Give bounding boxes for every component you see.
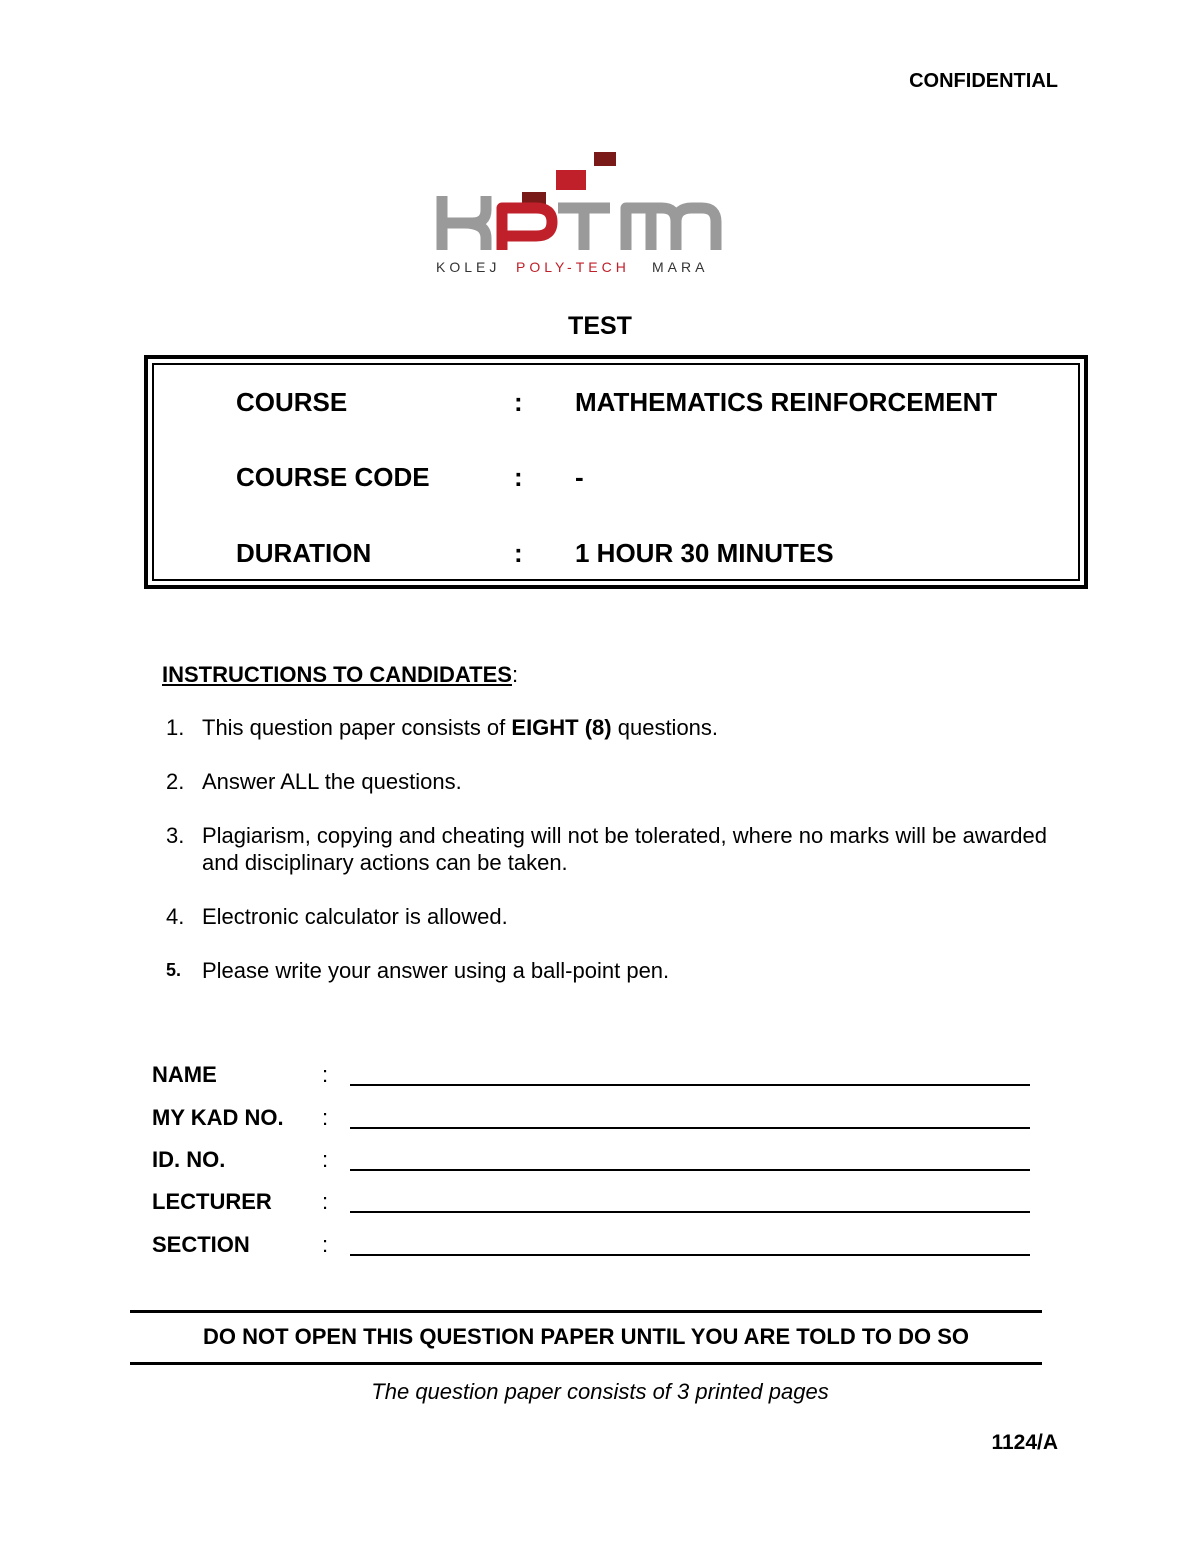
lecturer-field-colon: :: [322, 1189, 329, 1214]
instruction-text: Electronic calculator is allowed.: [202, 904, 508, 929]
course-value: MATHEMATICS REINFORCEMENT: [575, 387, 998, 417]
id-no-field-label: ID. NO.: [152, 1147, 226, 1172]
paper-code: 1124/A: [991, 1431, 1058, 1454]
instruction-number: 3.: [166, 823, 185, 848]
lecturer-field-line[interactable]: [350, 1211, 1030, 1213]
instruction-number: 2.: [166, 769, 185, 794]
instructions-title: INSTRUCTIONS TO CANDIDATES: [162, 662, 512, 687]
instructions-list: [162, 714, 1062, 1011]
instruction-text: Plagiarism, copying and cheating will not be tolerated, where no marks will be awarded and disciplinary actions can be taken.: [202, 823, 1048, 875]
notice-bottom-rule: [130, 1362, 1042, 1365]
name-field: [152, 1062, 1032, 1092]
instruction-number: 4.: [166, 904, 185, 929]
course-code-label: COURSE CODE: [236, 462, 430, 492]
section-field-colon: :: [322, 1232, 329, 1257]
id-no-field-line[interactable]: [350, 1169, 1030, 1171]
printed-pages-note: The question paper consists of 3 printed pages: [371, 1379, 829, 1404]
logo-text-kolej: KOLEJ: [436, 259, 501, 275]
section-field: [152, 1232, 1032, 1262]
mykad-field-label: MY KAD NO.: [152, 1105, 284, 1130]
name-field-line[interactable]: [350, 1084, 1030, 1086]
mykad-field: [152, 1105, 1032, 1135]
name-field-label: NAME: [152, 1062, 217, 1087]
instructions-title-colon: :: [511, 662, 519, 687]
lecturer-field-label: LECTURER: [152, 1189, 272, 1214]
duration-colon: :: [514, 538, 523, 568]
instruction-number: 1.: [166, 715, 185, 740]
duration-row: [154, 538, 1078, 578]
instruction-text-post: questions.: [611, 715, 719, 740]
lecturer-field: [152, 1189, 1032, 1219]
id-no-field: [152, 1147, 1032, 1177]
confidential-label: CONFIDENTIAL: [909, 70, 1058, 92]
instructions-heading: [162, 662, 518, 688]
mykad-field-colon: :: [322, 1105, 329, 1130]
course-info-box: [144, 355, 1088, 589]
course-code-value: -: [575, 462, 584, 492]
instruction-item: [162, 822, 1062, 876]
course-row: [154, 387, 1078, 427]
name-field-colon: :: [322, 1062, 329, 1087]
instruction-item: [162, 768, 1062, 795]
instruction-text-pre: This question paper consists of: [202, 715, 512, 740]
logo-text-polytech: POLY-TECH: [516, 259, 630, 275]
test-title: TEST: [568, 312, 632, 340]
instruction-item: [162, 714, 1062, 741]
course-code-colon: :: [514, 462, 523, 492]
course-colon: :: [514, 387, 523, 417]
instruction-text: Answer ALL the questions.: [202, 769, 462, 794]
kptm-logo-letters: [442, 196, 486, 250]
instruction-text-bold: EIGHT (8): [511, 715, 612, 740]
instruction-item: [162, 903, 1062, 930]
kptm-logo-squares: [522, 152, 616, 208]
section-field-label: SECTION: [152, 1232, 250, 1257]
notice-top-rule: [130, 1310, 1042, 1313]
course-label: COURSE: [236, 387, 348, 417]
duration-label: DURATION: [236, 538, 372, 568]
section-field-line[interactable]: [350, 1254, 1030, 1256]
instruction-text: Please write your answer using a ball-point pen.: [202, 958, 670, 983]
mykad-field-line[interactable]: [350, 1127, 1030, 1129]
course-code-row: [154, 462, 1078, 502]
instruction-number: 5.: [166, 960, 182, 980]
kptm-logo: [430, 148, 730, 278]
do-not-open-notice: DO NOT OPEN THIS QUESTION PAPER UNTIL YOU ARE TOLD TO DO SO: [202, 1324, 969, 1349]
duration-value: 1 HOUR 30 MINUTES: [575, 538, 834, 568]
logo-text-mara: MARA: [652, 259, 709, 275]
id-no-field-colon: :: [322, 1147, 329, 1172]
instruction-item: [162, 957, 1062, 984]
